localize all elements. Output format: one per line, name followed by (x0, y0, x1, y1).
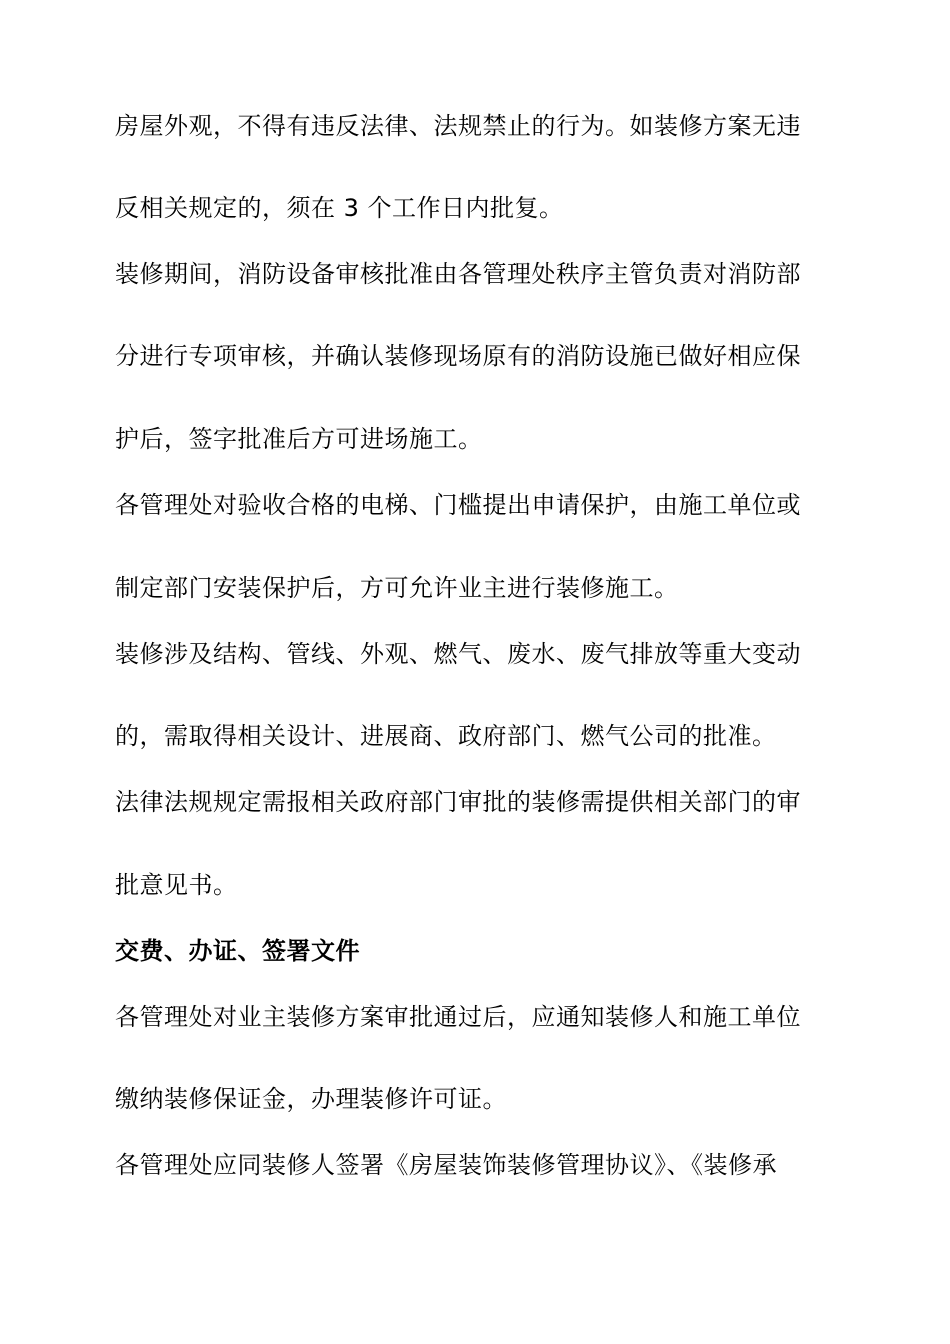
text-line: 各管理处应同装修人签署《房屋装饰装修管理协议》、《装修承 (115, 1151, 777, 1179)
text-line: 装修涉及结构、管线、外观、燃气、废水、废气排放等重大变动 (115, 640, 801, 668)
text-line: 制定部门安装保护后，方可允许业主进行装修施工。 (115, 574, 679, 602)
text-line: 房屋外观，不得有违反法律、法规禁止的行为。如装修方案无违 (115, 112, 801, 140)
text-line: 各管理处对业主装修方案审批通过后，应通知装修人和施工单位 (115, 1003, 801, 1031)
text-line: 法律法规规定需报相关政府部门审批的装修需提供相关部门的审 (115, 788, 801, 816)
text-line: 装修期间，消防设备审核批准由各管理处秩序主管负责对消防部 (115, 260, 801, 288)
text-line: 护后，签字批准后方可进场施工。 (115, 425, 483, 453)
text-line: 各管理处对验收合格的电梯、门槛提出申请保护，由施工单位或 (115, 491, 801, 519)
text-line: 批意见书。 (115, 871, 238, 899)
text-line: 反相关规定的，须在 3 个工作日内批复。 (115, 194, 564, 222)
section-heading: 交费、办证、签署文件 (115, 937, 360, 965)
text-line: 缴纳装修保证金，办理装修许可证。 (115, 1085, 507, 1113)
text-line: 的，需取得相关设计、进展商、政府部门、燃气公司的批准。 (115, 722, 777, 750)
text-line: 分进行专项审核，并确认装修现场原有的消防设施已做好相应保 (115, 342, 801, 370)
